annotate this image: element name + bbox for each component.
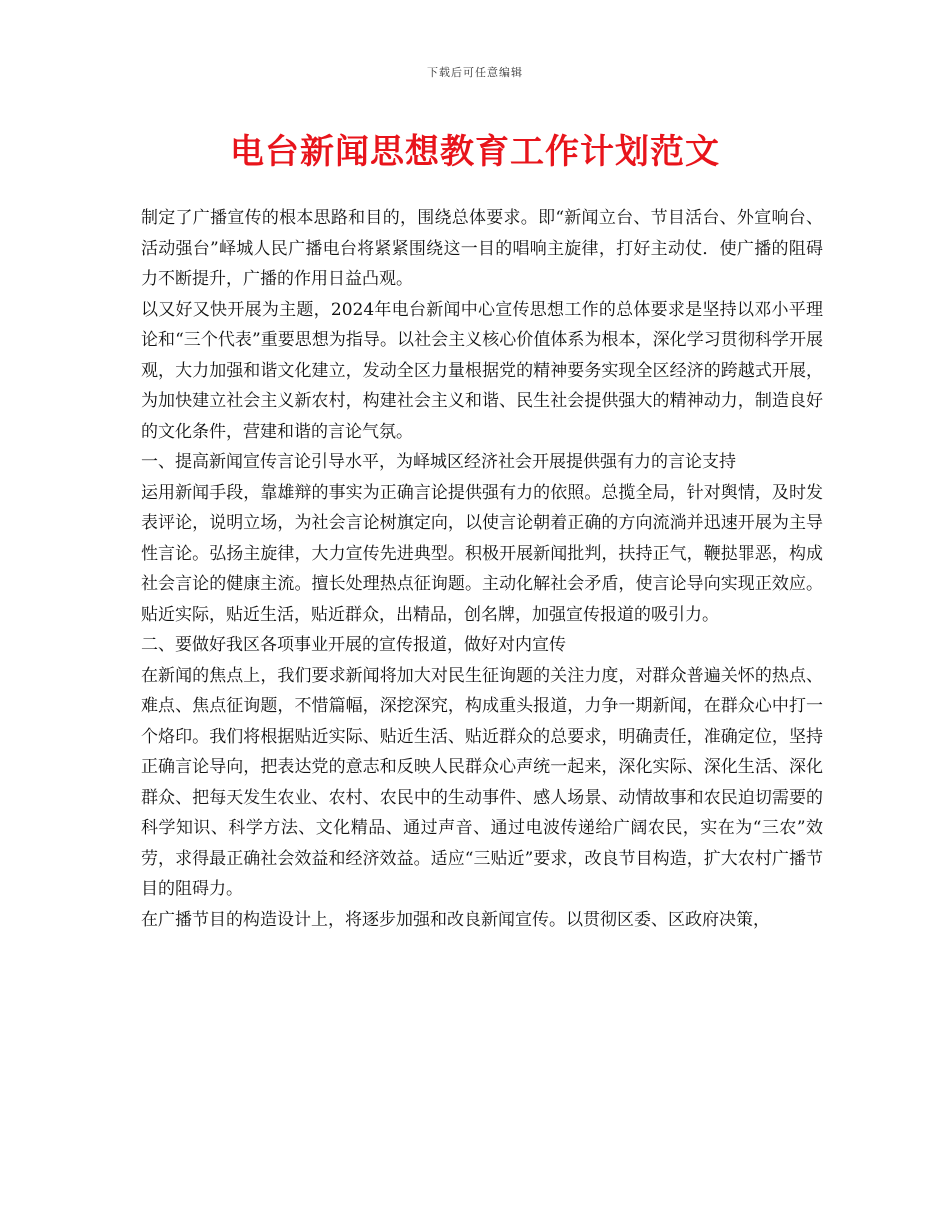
section-heading-2: 二、要做好我区各项事业开展的宣传报道，做好对内宣传	[141, 635, 566, 655]
document-body	[141, 203, 823, 935]
header-note: 下载后可任意编辑	[427, 66, 523, 79]
paragraph-section-1: 运用新闻手段，靠雄辩的事实为正确言论提供强有力的依照。总揽全局，针对舆情，及时发表评论，说明立场，为社会言论树旗定向，以使言论朝着正确的方向流淌并迅速开展为主导性言论。弘扬主旋律，大力宣传先进典型。积极开展新闻批判，扶持正气，鞭挞罪恶，构成社会言论的健康主流。擅长处理热点征询题。主动化解社会矛盾，使言论导向实现正效应。贴近实际，贴近生活，贴近群众，出精品，创名牌，加强宣传报道的吸引力。	[141, 482, 823, 625]
paragraph-theme: 以又好又快开展为主题，2024年电台新闻中心宣传思想工作的总体要求是坚持以邓小平理论和“三个代表”重要思想为指导。以社会主义核心价值体系为根本，深化学习贯彻科学开展观，大力加强和谐文化建立，发动全区力量根据党的精神要务实现全区经济的跨越式开展，为加快建立社会主义新农村，构建社会主义和谐、民生社会提供强大的精神动力，制造良好的文化条件，营建和谐的言论气氛。	[141, 299, 823, 442]
paragraph-intro: 制定了广播宣传的根本思路和目的，围绕总体要求。即“新闻立台、节目活台、外宣响台、活动强台”峄城人民广播电台将紧紧围绕这一目的唱响主旋律，打好主动仗．使广播的阻碍力不断提升，广播的作用日益凸观。	[141, 208, 823, 289]
document-title: 电台新闻思想教育工作计划范文	[230, 132, 720, 172]
section-heading-1: 一、提高新闻宣传言论引导水平，为峄城区经济社会开展提供强有力的言论支持	[141, 452, 736, 472]
paragraph-program-structure: 在广播节目的构造设计上，将逐步加强和改良新闻宣传。以贯彻区委、区政府决策，	[141, 909, 770, 930]
paragraph-section-2: 在新闻的焦点上，我们要求新闻将加大对民生征询题的关注力度，对群众普遍关怀的热点、难点、焦点征询题，不惜篇幅，深挖深究，构成重头报道，力争一期新闻，在群众心中打一个烙印。我们将根据贴近实际、贴近生活、贴近群众的总要求，明确责任，准确定位，坚持正确言论导向，把表达党的意志和反映人民群众心声统一起来，深化实际、深化生活、深化群众、把每天发生农业、农村、农民中的生动事件、感人场景、动情故事和农民迫切需要的科学知识、科学方法、文化精品、通过声音、通过电波传递给广阔农民，实在为“三农”效劳，求得最正确社会效益和经济效益。适应“三贴近”要求，改良节目构造，扩大农村广播节目的阻碍力。	[141, 665, 823, 899]
